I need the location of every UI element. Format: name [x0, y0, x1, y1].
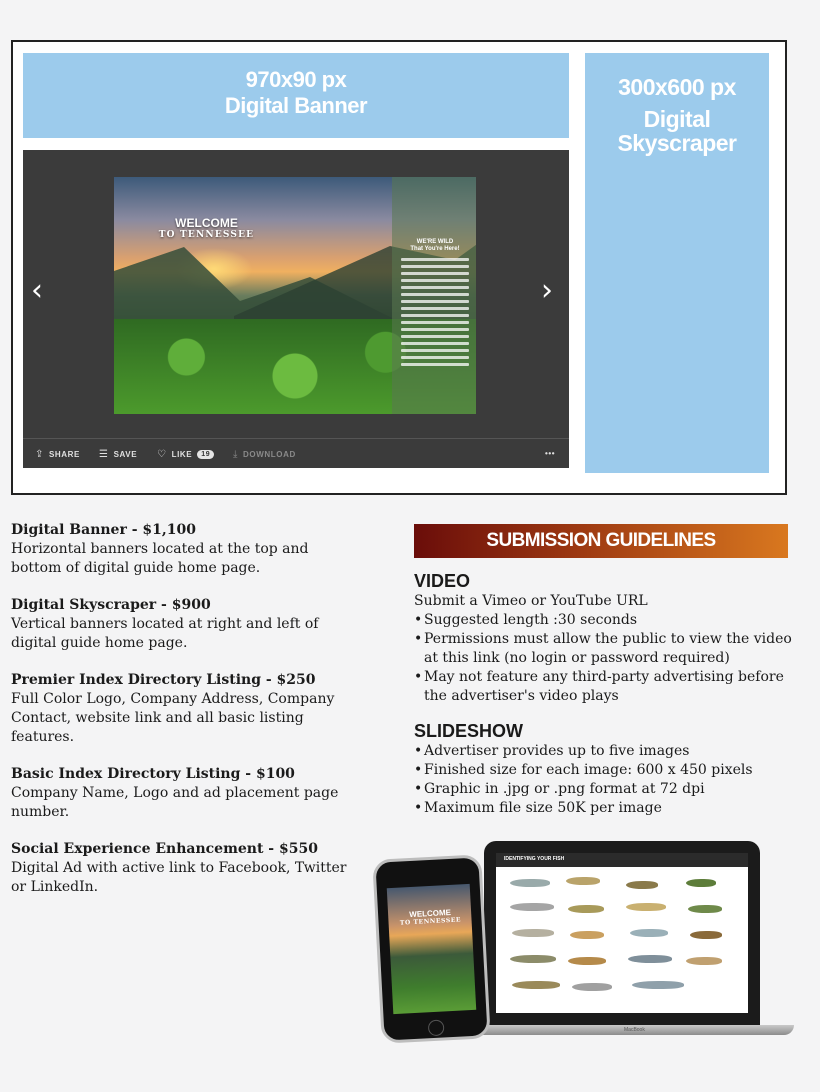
- guide-spread-image: [114, 177, 476, 414]
- banner-type-label: Digital Banner: [224, 93, 368, 118]
- list-item: • Maximum file size 50K per image: [414, 799, 794, 818]
- pricing-title: Basic Index Directory Listing - $100: [11, 766, 295, 782]
- laptop-screen: [496, 853, 748, 1013]
- pricing-list: [11, 521, 356, 915]
- download-button[interactable]: ⤓ DOWNLOAD: [233, 449, 296, 460]
- phone-mockup: [372, 854, 490, 1043]
- video-bullets: [414, 611, 794, 706]
- ad-sizes-mockup: [11, 40, 787, 495]
- more-options-button[interactable]: [545, 449, 555, 458]
- list-item: • Finished size for each image: 600 x 450 pixels: [414, 761, 794, 780]
- laptop-page-title: IDENTIFYING YOUR FISH: [504, 856, 565, 862]
- body-text-lines: [399, 258, 471, 366]
- pricing-item: [11, 765, 356, 822]
- pricing-item: [11, 671, 356, 747]
- save-icon: ☰: [99, 449, 109, 460]
- share-button[interactable]: ⇪ SHARE: [35, 449, 80, 460]
- slideshow-bullets: [414, 742, 794, 818]
- list-item: • Graphic in .jpg or .png format at 72 dpi: [414, 780, 794, 799]
- list-item: • Permissions must allow the public to view the video at this link (no login or password required): [414, 630, 794, 668]
- pricing-title: Digital Skyscraper - $900: [11, 597, 211, 613]
- laptop-brand: MacBook: [624, 1027, 645, 1033]
- pricing-desc: Company Name, Logo and ad placement page number.: [11, 785, 339, 820]
- guidelines-heading: SUBMISSION GUIDELINES: [414, 524, 788, 558]
- digital-banner-placeholder: [23, 53, 569, 138]
- share-icon: ⇪: [35, 449, 44, 460]
- intro-text-panel: WE'RE WILD That You're Here!: [392, 177, 476, 414]
- laptop-base: [474, 1025, 794, 1035]
- pricing-title: Premier Index Directory Listing - $250: [11, 672, 316, 688]
- pricing-desc: Digital Ad with active link to Facebook, Twitter or LinkedIn.: [11, 860, 347, 895]
- download-icon: ⤓: [233, 449, 239, 460]
- banner-size-label: 970x90 px: [245, 67, 347, 92]
- video-heading: VIDEO: [414, 571, 471, 591]
- chevron-right-icon[interactable]: ›: [541, 273, 553, 308]
- chevron-left-icon[interactable]: ‹: [31, 273, 43, 308]
- list-item: • May not feature any third-party advertising before the advertiser's video plays: [414, 668, 794, 706]
- pricing-item: [11, 521, 356, 578]
- welcome-title: WELCOME TO TENNESSEE: [158, 216, 255, 240]
- pricing-title: Social Experience Enhancement - $550: [11, 841, 318, 857]
- heart-icon: ♡: [157, 449, 167, 460]
- pricing-desc: Horizontal banners located at the top and bottom of digital guide home page.: [11, 541, 309, 576]
- slideshow-heading: SLIDESHOW: [414, 721, 524, 741]
- more-icon: •••: [545, 449, 556, 458]
- skyscraper-type-label-1: Digital: [643, 106, 711, 132]
- phone-screen: [387, 884, 476, 1014]
- skyscraper-type-label-2: Skyscraper: [617, 130, 737, 156]
- pricing-item: [11, 840, 356, 897]
- flipbook-viewer: [23, 150, 569, 468]
- pricing-desc: Full Color Logo, Company Address, Company Contact, website link and all basic listing features.: [11, 691, 335, 745]
- video-intro: Submit a Vimeo or YouTube URL: [414, 593, 648, 609]
- like-button[interactable]: ♡ LIKE 19: [157, 449, 214, 460]
- pricing-desc: Vertical banners located at right and left of digital guide home page.: [11, 616, 319, 651]
- home-button-icon: [428, 1019, 445, 1036]
- pricing-item: [11, 596, 356, 653]
- list-item: • Advertiser provides up to five images: [414, 742, 794, 761]
- phone-welcome-title: WELCOME TO TENNESSEE: [399, 907, 462, 927]
- like-count-badge: 19: [197, 450, 214, 459]
- save-button[interactable]: ☰ SAVE: [99, 449, 138, 460]
- pricing-title: Digital Banner - $1,100: [11, 522, 196, 538]
- viewer-toolbar: [23, 438, 569, 469]
- submission-guidelines: [414, 524, 794, 818]
- list-item: • Suggested length :30 seconds: [414, 611, 794, 630]
- digital-skyscraper-placeholder: [585, 53, 769, 473]
- laptop-mockup: [484, 841, 760, 1025]
- skyscraper-size-label: 300x600 px: [618, 74, 736, 100]
